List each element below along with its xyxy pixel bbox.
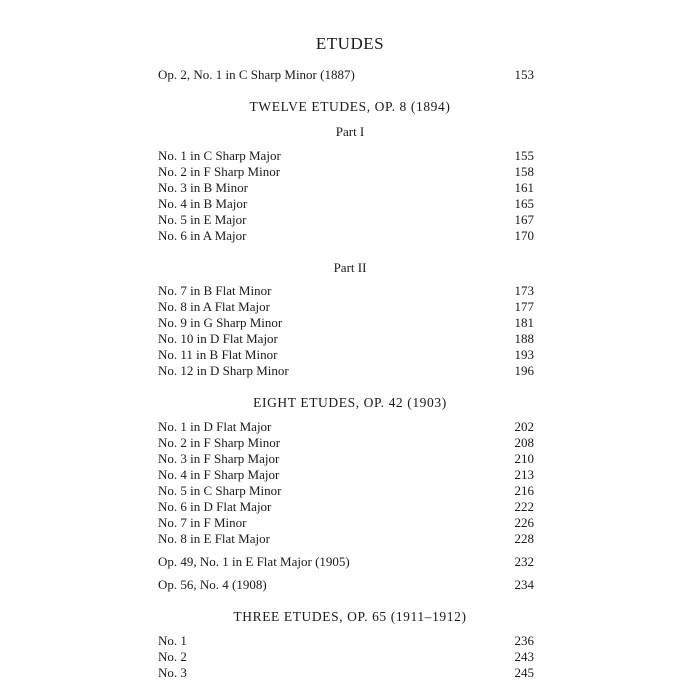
entry-page: 232 (514, 554, 534, 569)
entry-label: No. 5 in C Sharp Minor (158, 483, 282, 498)
entry-page: 161 (514, 180, 534, 195)
entry-label: No. 4 in F Sharp Major (158, 467, 280, 482)
toc-entry (158, 315, 534, 331)
toc-entry (158, 665, 534, 681)
entry-page: 177 (514, 299, 534, 314)
entry-page: 236 (514, 633, 534, 648)
entry-page: 173 (514, 283, 534, 298)
toc-entry (158, 164, 534, 180)
entry-label: No. 10 in D Flat Major (158, 331, 278, 346)
entry-page: 234 (514, 577, 534, 592)
entry-page: 196 (514, 363, 534, 378)
entry-page: 170 (514, 228, 534, 243)
entry-page: 222 (514, 499, 534, 514)
entry-label: No. 8 in E Flat Major (158, 531, 270, 546)
toc-entry (158, 67, 534, 83)
entry-page: 167 (514, 212, 534, 227)
entry-page: 208 (514, 435, 534, 450)
toc-entry (158, 180, 534, 196)
entry-label: No. 6 in D Flat Major (158, 499, 272, 514)
toc-entry (158, 554, 534, 570)
toc-entry (158, 331, 534, 347)
toc-entry (158, 283, 534, 299)
entry-label: No. 3 (158, 665, 187, 680)
entry-page: 210 (514, 451, 534, 466)
toc-entry (158, 299, 534, 315)
toc-entry (158, 363, 534, 379)
entry-page: 193 (514, 347, 534, 362)
page-title: ETUDES (315, 34, 385, 53)
entry-label: Op. 49, No. 1 in E Flat Major (1905) (158, 554, 350, 569)
entry-label: No. 7 in F Minor (158, 515, 247, 530)
toc-entry (158, 633, 534, 649)
entry-label: No. 2 (158, 649, 187, 664)
part-heading-2: Part II (333, 260, 367, 275)
toc-entry (158, 499, 534, 515)
entry-label: No. 5 in E Major (158, 212, 247, 227)
toc-entry (158, 467, 534, 483)
entry-label: No. 6 in A Major (158, 228, 247, 243)
toc-entry (158, 196, 534, 212)
entry-page: 213 (514, 467, 534, 482)
toc-entry (158, 435, 534, 451)
toc-entry (158, 531, 534, 547)
section-heading-op65: THREE ETUDES, OP. 65 (1911–1912) (233, 609, 467, 624)
entry-label: No. 1 in D Flat Major (158, 419, 272, 434)
toc-entry (158, 212, 534, 228)
entry-page: 188 (514, 331, 534, 346)
entry-label: No. 8 in A Flat Major (158, 299, 270, 314)
part-heading-1: Part I (335, 124, 365, 139)
entry-page: 216 (514, 483, 534, 498)
entry-label: No. 12 in D Sharp Minor (158, 363, 289, 378)
entry-label: No. 4 in B Major (158, 196, 248, 211)
toc-entry (158, 228, 534, 244)
entry-page: 202 (514, 419, 534, 434)
entry-label: No. 1 in C Sharp Major (158, 148, 281, 163)
toc-entry (158, 347, 534, 363)
entry-page: 155 (514, 148, 534, 163)
toc-entry (158, 148, 534, 164)
entry-page: 181 (514, 315, 534, 330)
entry-page: 165 (514, 196, 534, 211)
entry-label: No. 3 in F Sharp Major (158, 451, 280, 466)
section-heading-op42: EIGHT ETUDES, OP. 42 (1903) (253, 395, 447, 410)
toc-entry (158, 419, 534, 435)
entry-label: No. 2 in F Sharp Minor (158, 164, 281, 179)
entry-label: No. 7 in B Flat Minor (158, 283, 272, 298)
entry-page: 243 (514, 649, 534, 664)
toc-entry (158, 515, 534, 531)
entry-page: 153 (514, 67, 534, 82)
entry-label: No. 1 (158, 633, 187, 648)
entry-label: No. 11 in B Flat Minor (158, 347, 278, 362)
entry-page: 158 (514, 164, 534, 179)
entry-page: 245 (514, 665, 534, 680)
toc-entry (158, 483, 534, 499)
entry-label: Op. 56, No. 4 (1908) (158, 577, 267, 592)
entry-page: 226 (514, 515, 534, 530)
toc-entry (158, 451, 534, 467)
entry-label: No. 2 in F Sharp Minor (158, 435, 281, 450)
toc-entry (158, 649, 534, 665)
toc-entry (158, 577, 534, 593)
entry-page: 228 (514, 531, 534, 546)
section-heading-op8: TWELVE ETUDES, OP. 8 (1894) (249, 99, 451, 114)
entry-label: No. 9 in G Sharp Minor (158, 315, 283, 330)
entry-label: No. 3 in B Minor (158, 180, 248, 195)
entry-label: Op. 2, No. 1 in C Sharp Minor (1887) (158, 67, 355, 82)
